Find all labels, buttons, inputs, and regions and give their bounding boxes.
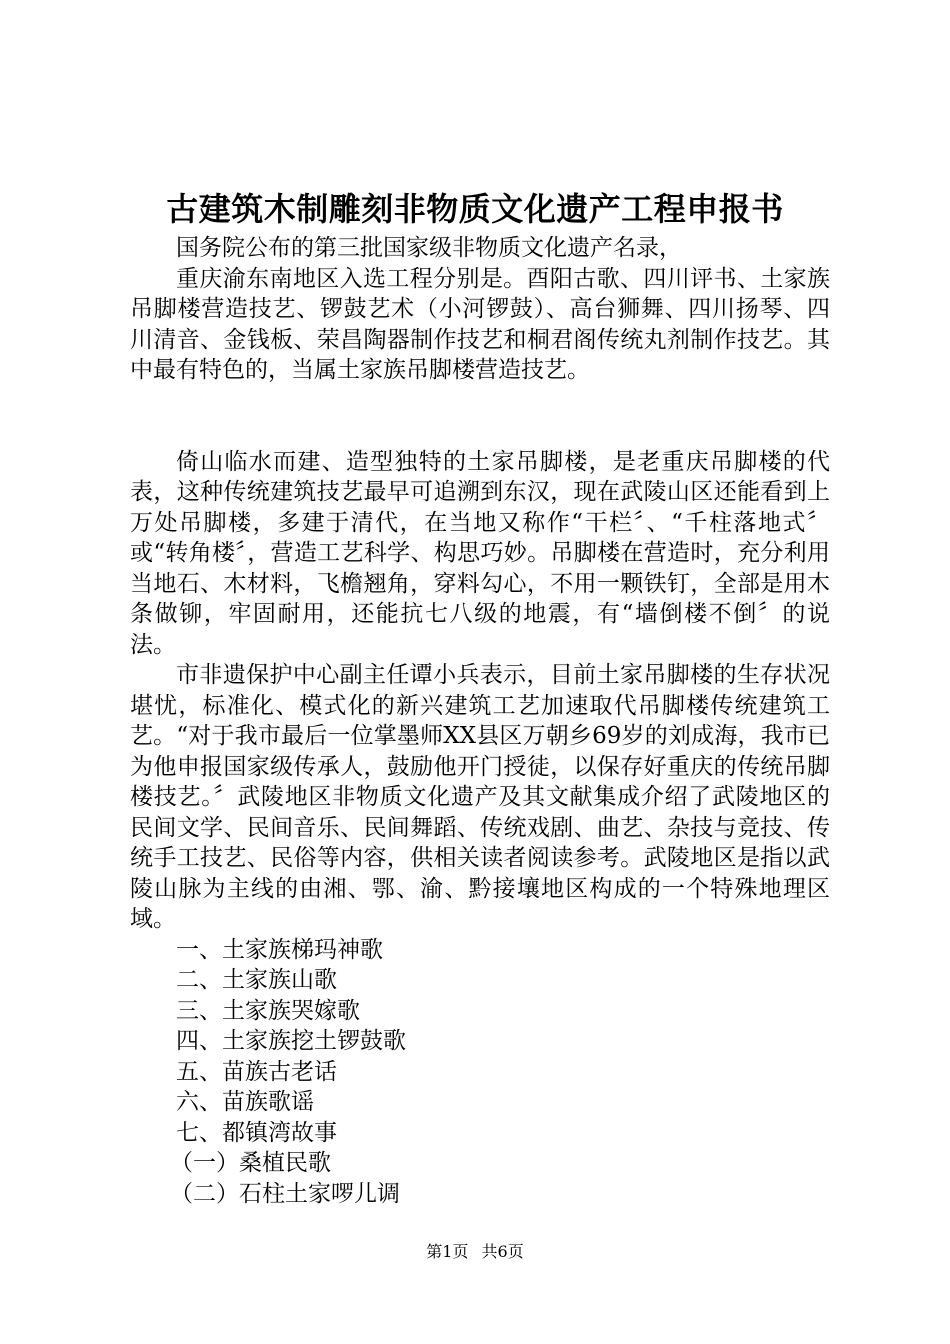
paragraph-selected-projects: 重庆渝东南地区入选工程分别是。酉阳古歌、四川评书、土家族吊脚楼营造技艺、锣鼓艺术（小河锣鼓）、高台狮舞、四川扬琴、四川清音、金钱板、荣昌陶器制作技艺和桐君阁传统丸剂制作技艺。其中最有特色的，当属土家族吊脚楼营造技艺。: [130, 265, 830, 383]
page-number: 第1页: [426, 1242, 469, 1261]
list-item: 五、苗族古老话: [176, 1058, 337, 1085]
list-item: 三、土家族哭嫁歌: [176, 997, 360, 1024]
paragraph-gap: [130, 386, 830, 447]
document-title: 古建筑木制雕刻非物质文化遗产工程申报书: [166, 190, 784, 228]
heritage-list: [130, 935, 830, 1210]
page-footer: [0, 1240, 950, 1264]
sub-list-item: （二）石柱土家啰儿调: [170, 1180, 400, 1207]
page-total: 共6页: [481, 1242, 524, 1261]
sub-list-item: （一）桑植民歌: [170, 1150, 331, 1176]
paragraph-protection-center: 市非遗保护中心副主任谭小兵表示，目前土家吊脚楼的生存状况堪忧，标准化、模式化的新兴建筑工艺加速取代吊脚楼传统建筑工艺。“对于我市最后一位掌墨师XX县区万朝乡69岁的刘成海，我市已为他申报国家级传承人，鼓励他开门授徒，以保存好重庆的传统吊脚楼技艺。〞武陵地区非物质文化遗产及其文献集成介绍了武陵地区的民间文学、民间音乐、民间舞蹈、传统戏剧、曲艺、杂技与竞技、传统手工技艺、民俗等内容，供相关读者阅读参考。武陵地区是指以武陵山脉为主线的由湘、鄂、渝、黔接壤地区构成的一个特殊地理区域。: [130, 662, 830, 932]
paragraph-stilt-house: 倚山临水而建、造型独特的土家吊脚楼，是老重庆吊脚楼的代表，这种传统建筑技艺最早可追溯到东汉，现在武陵山区还能看到上万处吊脚楼，多建于清代，在当地又称作“干栏〞、“千柱落地式〞或“转角楼〞，营造工艺科学、构思巧妙。吊脚楼在营造时，充分利用当地石、木材料，飞檐翘角，穿料勾心，不用一颗铁钉，全部是用木条做铆，牢固耐用，还能抗七八级的地震，有“墙倒楼不倒〞的说法。: [130, 448, 830, 658]
paragraph-intro: 国务院公布的第三批国家级非物质文化遗产名录，: [176, 235, 682, 261]
list-item: 一、土家族梯玛神歌: [176, 936, 383, 963]
document-body: [130, 233, 830, 1209]
list-item: 二、土家族山歌: [176, 967, 337, 993]
list-item: 七、都镇湾故事: [176, 1119, 337, 1146]
list-item: 四、土家族挖土锣鼓歌: [176, 1028, 406, 1054]
list-item: 六、苗族歌谣: [176, 1089, 314, 1115]
